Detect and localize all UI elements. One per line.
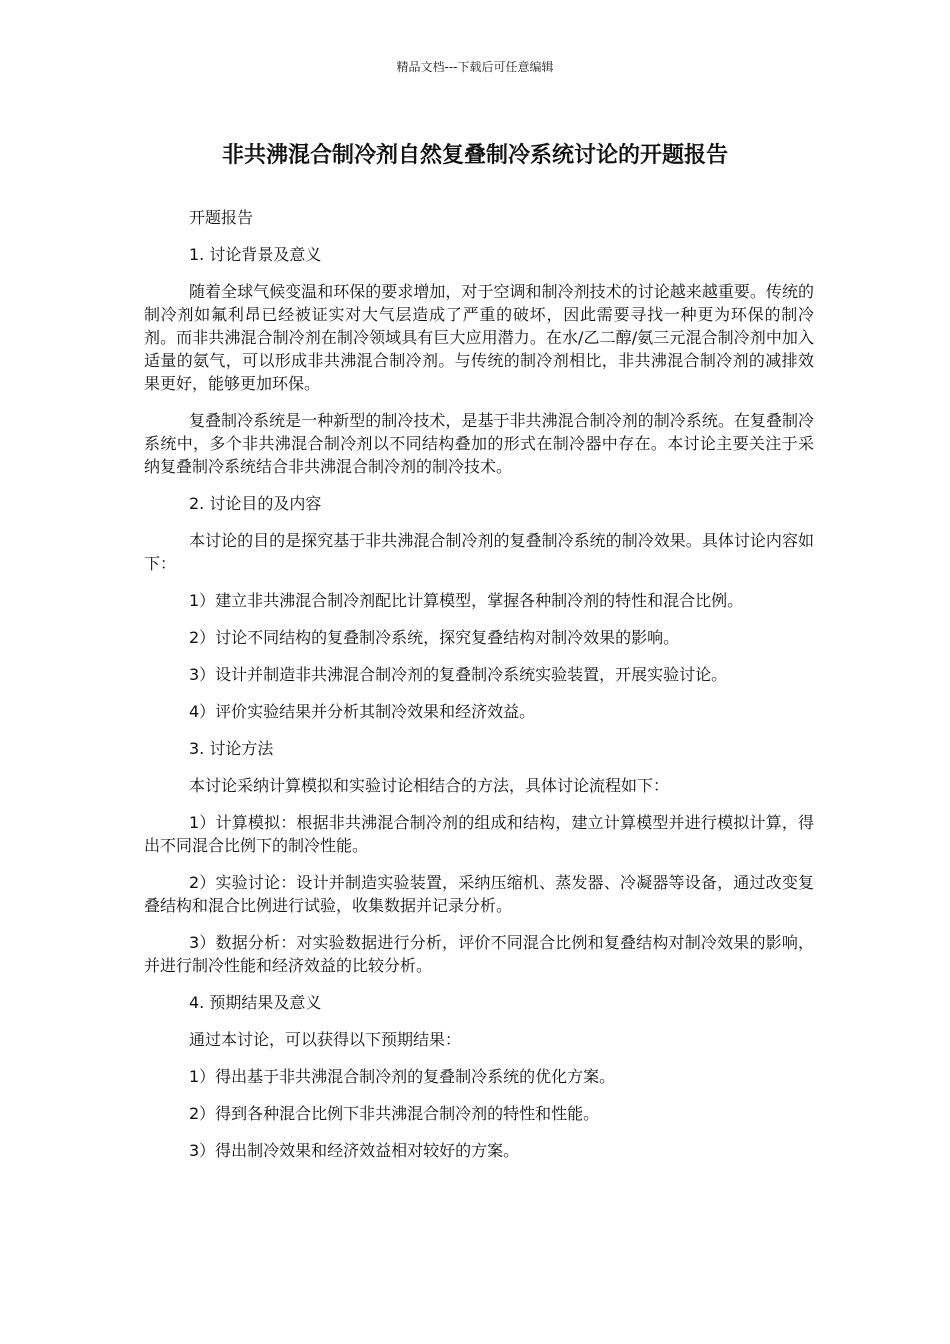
paragraph-purpose-intro: 本讨论的目的是探究基于非共沸混合制冷剂的复叠制冷系统的制冷效果。具体讨论内容如下： bbox=[144, 531, 814, 573]
section-heading-background: 1. 讨论背景及意义 bbox=[189, 245, 322, 264]
list-item-purpose-3: 3）设计并制造非共沸混合制冷剂的复叠制冷系统实验装置，开展实验讨论。 bbox=[189, 665, 728, 684]
list-item-method-2: 2）实验讨论：设计并制造实验装置，采纳压缩机、蒸发器、冷凝器等设备，通过改变复叠结构和混合比例进行试验，收集数据并记录分析。 bbox=[144, 873, 814, 915]
list-item-results-1: 1）得出基于非共沸混合制冷剂的复叠制冷系统的优化方案。 bbox=[189, 1067, 616, 1086]
paragraph-report-label: 开题报告 bbox=[189, 208, 254, 227]
paragraph-background-2: 复叠制冷系统是一种新型的制冷技术，是基于非共沸混合制冷剂的制冷系统。在复叠制冷系统中，多个非共沸混合制冷剂以不同结构叠加的形式在制冷器中存在。本讨论主要关注于采纳复叠制冷系统结合非共沸混合制冷剂的制冷技术。 bbox=[144, 411, 814, 476]
list-item-results-3: 3）得出制冷效果和经济效益相对较好的方案。 bbox=[189, 1141, 520, 1160]
paragraph-background-1: 随着全球气候变温和环保的要求增加，对于空调和制冷剂技术的讨论越来越重要。传统的制冷剂如氟利昂已经被证实对大气层造成了严重的破坏，因此需要寻找一种更为环保的制冷剂。而非共沸混合制冷剂在制冷领域具有巨大应用潜力。在水/乙二醇/氨三元混合制冷剂中加入适量的氨气，可以形成非共沸混合制冷剂。与传统的制冷剂相比，非共沸混合制冷剂的减排效果更好，能够更加环保。 bbox=[144, 282, 814, 393]
list-item-method-1: 1）计算模拟：根据非共沸混合制冷剂的组成和结构，建立计算模型并进行模拟计算，得出不同混合比例下的制冷性能。 bbox=[144, 813, 814, 855]
list-item-results-2: 2）得到各种混合比例下非共沸混合制冷剂的特性和性能。 bbox=[189, 1104, 600, 1123]
list-item-method-3: 3）数据分析：对实验数据进行分析，评价不同混合比例和复叠结构对制冷效果的影响，并进行制冷性能和经济效益的比较分析。 bbox=[144, 933, 814, 975]
paragraph-results-intro: 通过本讨论，可以获得以下预期结果： bbox=[189, 1030, 462, 1049]
header-note: 精品文档---下载后可任意编辑 bbox=[396, 60, 554, 74]
paragraph-method-intro: 本讨论采纳计算模拟和实验讨论相结合的方法，具体讨论流程如下： bbox=[189, 776, 670, 795]
section-heading-purpose: 2. 讨论目的及内容 bbox=[189, 494, 322, 513]
list-item-purpose-1: 1）建立非共沸混合制冷剂配比计算模型，掌握各种制冷剂的特性和混合比例。 bbox=[189, 591, 744, 610]
list-item-purpose-4: 4）评价实验结果并分析其制冷效果和经济效益。 bbox=[189, 702, 536, 721]
document-body bbox=[144, 206, 814, 1176]
section-heading-method: 3. 讨论方法 bbox=[189, 739, 274, 758]
document-title: 非共沸混合制冷剂自然复叠制冷系统讨论的开题报告 bbox=[221, 143, 728, 168]
list-item-purpose-2: 2）讨论不同结构的复叠制冷系统，探究复叠结构对制冷效果的影响。 bbox=[189, 628, 680, 647]
section-heading-results: 4. 预期结果及意义 bbox=[189, 993, 322, 1012]
